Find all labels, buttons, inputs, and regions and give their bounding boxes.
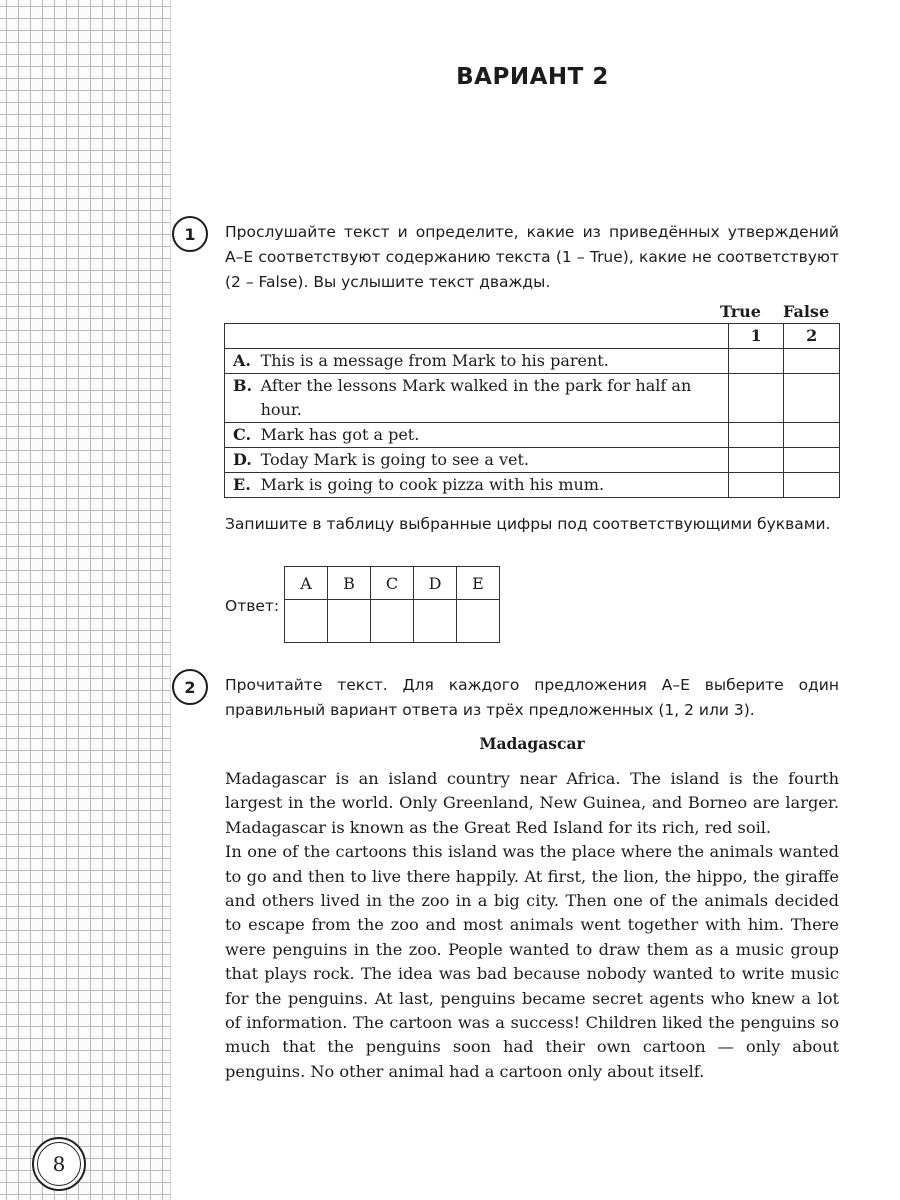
table-row	[225, 374, 840, 423]
grid-margin	[0, 0, 171, 1200]
answer-cell-b[interactable]	[328, 600, 371, 643]
col-true-number: 1	[728, 324, 784, 349]
write-instruction: Запишите в таблицу выбранные цифры под соответствующими буквами.	[225, 515, 831, 533]
variant-title: ВАРИАНТ 2	[456, 64, 609, 90]
answer-cell-d[interactable]	[414, 600, 457, 643]
answer-letter: B	[328, 567, 371, 600]
reading-passage	[225, 767, 839, 1084]
statement-letter: B.	[225, 374, 255, 423]
statement-letter: A.	[225, 349, 255, 374]
false-box[interactable]	[784, 473, 840, 498]
task-2-number: 2	[172, 669, 208, 705]
task-1-number: 1	[172, 216, 208, 252]
answer-cell-a[interactable]	[285, 600, 328, 643]
table-row	[225, 349, 840, 374]
table-row	[225, 473, 840, 498]
page-number: 8	[32, 1137, 86, 1191]
statement-text: Mark has got a pet.	[255, 423, 729, 448]
table-row	[225, 448, 840, 473]
col-true-header: True	[720, 302, 761, 321]
statement-text: This is a message from Mark to his parent.	[255, 349, 729, 374]
true-box[interactable]	[728, 448, 784, 473]
false-box[interactable]	[784, 374, 840, 423]
answer-letter: A	[285, 567, 328, 600]
statement-text: After the lessons Mark walked in the park for half an hour.	[255, 374, 729, 423]
false-box[interactable]	[784, 349, 840, 374]
true-box[interactable]	[728, 374, 784, 423]
false-box[interactable]	[784, 423, 840, 448]
answer-cell-c[interactable]	[371, 600, 414, 643]
task-1-instruction: Прослушайте текст и определите, какие из приведённых утверждений A–E соответствуют содержанию текста (1 – True), какие не соответствуют (2 – False). Вы услышите текст дважды.	[225, 223, 839, 291]
statement-letter: D.	[225, 448, 255, 473]
true-box[interactable]	[728, 473, 784, 498]
answer-label: Ответ:	[225, 597, 280, 615]
true-false-table	[224, 323, 840, 498]
true-box[interactable]	[728, 349, 784, 374]
passage-paragraph: In one of the cartoons this island was the place where the animals wanted to go and then to live there happily. At first, the lion, the hippo, the giraffe and others lived in the zoo in a big city. Then one of the animals decided to escape from the zoo and most animals went together with him. There were penguins in the zoo. People wanted to draw them as a music group that plays rock. The idea was bad because nobody wanted to write music for the penguins. At last, penguins became secret agents who knew a lot of information. The cartoon was a success! Children liked the penguins so much that the penguins soon had their own cartoon — only about penguins. No other animal had a cartoon only about itself.	[225, 842, 839, 1081]
false-box[interactable]	[784, 448, 840, 473]
col-false-header: False	[783, 302, 830, 321]
statement-text: Mark is going to cook pizza with his mum.	[255, 473, 729, 498]
answer-letter: D	[414, 567, 457, 600]
statement-letter: E.	[225, 473, 255, 498]
answer-table	[284, 566, 500, 643]
passage-paragraph: Madagascar is an island country near Africa. The island is the fourth largest in the world. Only Greenland, New Guinea, and Borneo are larger. Madagascar is known as the Great Red Island for its rich, red soil.	[225, 769, 839, 837]
statement-text: Today Mark is going to see a vet.	[255, 448, 729, 473]
statement-letter: C.	[225, 423, 255, 448]
col-false-number: 2	[784, 324, 840, 349]
true-box[interactable]	[728, 423, 784, 448]
answer-letter: E	[457, 567, 500, 600]
answer-cell-e[interactable]	[457, 600, 500, 643]
answer-letter: C	[371, 567, 414, 600]
table-row	[225, 423, 840, 448]
text-title: Madagascar	[479, 734, 585, 753]
task-2-instruction: Прочитайте текст. Для каждого предложения A–E выберите один правильный вариант ответа из трёх предложенных (1, 2 или 3).	[225, 676, 839, 719]
